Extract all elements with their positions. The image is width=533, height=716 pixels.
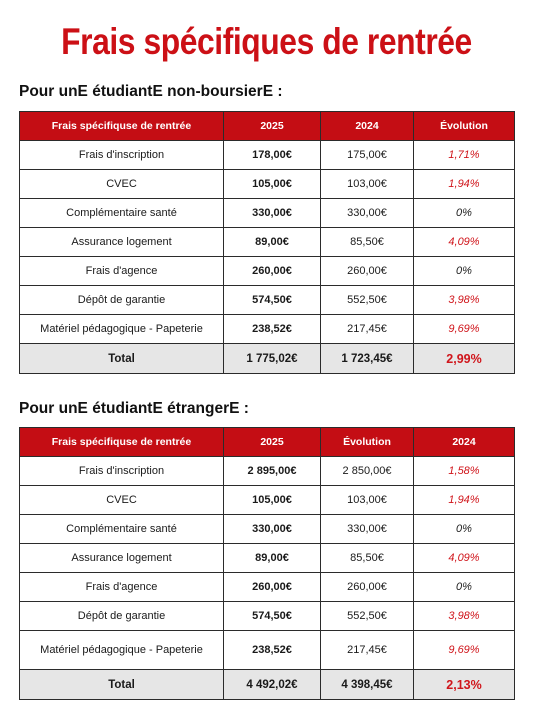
fee-evolution: 9,69% (414, 631, 515, 670)
column-header: 2025 (224, 112, 321, 141)
fee-evolution: 1,71% (414, 141, 515, 170)
fee-value: 217,45€ (321, 315, 414, 344)
fee-value: 330,00€ (321, 199, 414, 228)
fee-value: 105,00€ (224, 170, 321, 199)
fee-evolution: 3,98% (414, 602, 515, 631)
table-row (20, 170, 515, 199)
table-row (20, 141, 515, 170)
fee-evolution: 1,58% (414, 457, 515, 486)
fee-value: 2 895,00€ (224, 457, 321, 486)
table-row (20, 199, 515, 228)
fee-label: Dépôt de garantie (20, 602, 224, 631)
fee-value: 330,00€ (321, 515, 414, 544)
fee-evolution: 9,69% (414, 315, 515, 344)
fee-value: 260,00€ (224, 257, 321, 286)
table-row (20, 544, 515, 573)
table-row (20, 315, 515, 344)
fee-evolution: 0% (414, 573, 515, 602)
fees-table-non-boursier (19, 111, 515, 374)
total-row (20, 344, 515, 374)
total-value: 4 398,45€ (321, 670, 414, 700)
table-row (20, 486, 515, 515)
fee-value: 552,50€ (321, 286, 414, 315)
total-label: Total (20, 670, 224, 700)
fee-label: Dépôt de garantie (20, 286, 224, 315)
table-header-row (20, 112, 515, 141)
fee-label: CVEC (20, 170, 224, 199)
fee-value: 85,50€ (321, 544, 414, 573)
fee-value: 330,00€ (224, 515, 321, 544)
page-title: Frais spécifiques de rentrée (61, 21, 472, 62)
fee-value: 217,45€ (321, 631, 414, 670)
fee-evolution: 1,94% (414, 486, 515, 515)
table-row (20, 573, 515, 602)
fee-value: 105,00€ (224, 486, 321, 515)
fees-table-etranger (19, 427, 515, 700)
fee-value: 260,00€ (321, 573, 414, 602)
fee-value: 175,00€ (321, 141, 414, 170)
fee-label: Frais d'agence (20, 257, 224, 286)
table-row (20, 602, 515, 631)
total-evolution: 2,13% (414, 670, 515, 700)
fee-value: 552,50€ (321, 602, 414, 631)
fee-value: 260,00€ (224, 573, 321, 602)
column-header: 2024 (414, 428, 515, 457)
fee-label: Assurance logement (20, 228, 224, 257)
fee-value: 574,50€ (224, 602, 321, 631)
table-row (20, 631, 515, 670)
fee-label: Matériel pédagogique - Papeterie (20, 315, 224, 344)
table-row (20, 257, 515, 286)
section-heading-etranger: Pour unE étudiantE étrangerE : (19, 400, 249, 417)
fee-label: Matériel pédagogique - Papeterie (20, 631, 224, 670)
total-value: 1 775,02€ (224, 344, 321, 374)
table-row (20, 515, 515, 544)
fee-value: 2 850,00€ (321, 457, 414, 486)
fee-evolution: 3,98% (414, 286, 515, 315)
column-header: Frais spécifiquse de rentrée (20, 428, 224, 457)
fee-value: 103,00€ (321, 170, 414, 199)
fee-label: Assurance logement (20, 544, 224, 573)
fee-value: 238,52€ (224, 631, 321, 670)
column-header: Frais spécifiquse de rentrée (20, 112, 224, 141)
fee-evolution: 0% (414, 199, 515, 228)
fee-label: Complémentaire santé (20, 199, 224, 228)
total-value: 4 492,02€ (224, 670, 321, 700)
fee-value: 260,00€ (321, 257, 414, 286)
total-value: 1 723,45€ (321, 344, 414, 374)
table-header-row (20, 428, 515, 457)
fee-value: 85,50€ (321, 228, 414, 257)
fee-label: Frais d'agence (20, 573, 224, 602)
fee-value: 238,52€ (224, 315, 321, 344)
table-row (20, 457, 515, 486)
section-heading-non-boursier: Pour unE étudiantE non-boursierE : (19, 83, 283, 100)
total-evolution: 2,99% (414, 344, 515, 374)
fee-evolution: 0% (414, 515, 515, 544)
total-label: Total (20, 344, 224, 374)
fee-label: Frais d'inscription (20, 457, 224, 486)
table-row (20, 228, 515, 257)
column-header: 2025 (224, 428, 321, 457)
fee-value: 330,00€ (224, 199, 321, 228)
total-row (20, 670, 515, 700)
column-header: 2024 (321, 112, 414, 141)
fee-label: Complémentaire santé (20, 515, 224, 544)
fee-evolution: 4,09% (414, 228, 515, 257)
fee-value: 574,50€ (224, 286, 321, 315)
fee-evolution: 0% (414, 257, 515, 286)
fee-value: 89,00€ (224, 228, 321, 257)
fee-evolution: 4,09% (414, 544, 515, 573)
fee-value: 103,00€ (321, 486, 414, 515)
column-header: Évolution (414, 112, 515, 141)
fee-value: 178,00€ (224, 141, 321, 170)
fee-label: Frais d'inscription (20, 141, 224, 170)
column-header: Évolution (321, 428, 414, 457)
fee-label: CVEC (20, 486, 224, 515)
fee-value: 89,00€ (224, 544, 321, 573)
fee-evolution: 1,94% (414, 170, 515, 199)
table-row (20, 286, 515, 315)
